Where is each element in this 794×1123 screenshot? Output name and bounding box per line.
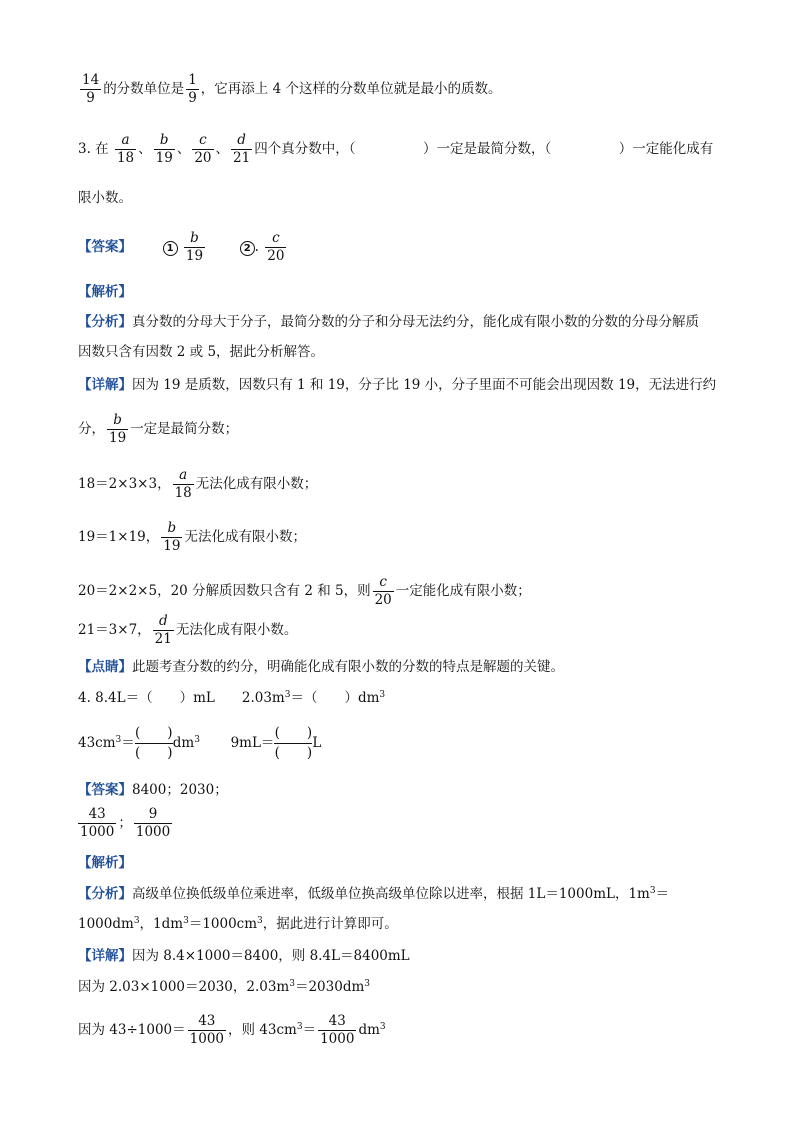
- xiangjie-4-line-1: 【详解】因为 8.4×1000＝8400，则 8.4L＝8400mL: [78, 948, 410, 964]
- xiangjie-3-line-2: 分， $\frac{b}{19}$ 一定是最简分数；: [78, 412, 239, 446]
- question-3-line-2: 限小数。: [78, 190, 132, 206]
- circled-number-2: 2: [240, 241, 255, 256]
- fenxi-4-line-1: 【分析】高级单位换低级单位乘进率，低级单位换高级单位除以进率，根据 1L＝1000mL，$1m^3=$: [78, 886, 670, 902]
- xiangjie-4-line-2: 因为 2.03×1000＝2030，$2.03m^3=2030dm^3$: [78, 979, 371, 995]
- answer-4-line-2: $\frac{43}{1000}$ ； $\frac{9}{1000}$: [80, 806, 171, 840]
- answer-4-line-1: 【答案】8400；2030；: [78, 782, 228, 798]
- question-3-text: 四个真分数中，（ ）一定是最简分数，（ ）一定能化成有: [254, 141, 714, 157]
- answer-fraction-b-19: $\frac{b}{19}$: [185, 230, 204, 264]
- xiangjie-3-line-6: 21＝3×7， $\frac{d}{21}$ 无法化成有限小数。: [78, 613, 298, 647]
- blank-fraction-1[interactable]: ( ) ( ): [135, 725, 173, 761]
- question-3: 3. 在 $\frac{a}{18}$ 、 $\frac{b}{19}$ 、 $\frac{c}{20}$ 、 $\frac{d}{21}$ 四个真分数中，（ ）一定是最简分数，（ ）一定能化成有: [78, 132, 714, 166]
- fenxi-3-line-1: 【分析】真分数的分母大于分子，最简分数的分子和分母无法约分，能化成有限小数的分数的分母分解质: [78, 314, 699, 330]
- fraction-d-21: $\frac{d}{21}$: [233, 132, 251, 166]
- question-4-line-1: 4. 8.4L＝（ ）mL $2.03m^3=$（ ）$dm^3$: [78, 690, 386, 706]
- fraction-14-9: $\frac{14}{9}$: [82, 72, 100, 106]
- analysis-label-3: 【解析】: [78, 284, 132, 300]
- intro-line: [78, 72, 501, 107]
- intro-text-2: ，它再添上 4 个这样的分数单位就是最小的质数。: [200, 81, 502, 97]
- dianjing-3: 【点睛】此题考查分数的约分，明确能化成有限小数的分数的特点是解题的关键。: [78, 659, 564, 675]
- xiangjie-3-line-4: 19＝1×19， $\frac{b}{19}$ 无法化成有限小数；: [78, 520, 306, 554]
- xiangjie-3-line-3: 18＝2×3×3， $\frac{a}{18}$ 无法化成有限小数；: [78, 467, 318, 501]
- fraction-a-18: $\frac{a}{18}$: [116, 132, 135, 166]
- answer-3: 【答案】 1 $\frac{b}{19}$ 2 . $\frac{c}{20}$: [78, 230, 285, 264]
- fenxi-4-line-2: $1000dm^3$，$1dm^3=1000cm^3$，据此进行计算即可。: [78, 916, 398, 932]
- fraction-c-20: $\frac{c}{20}$: [194, 132, 212, 166]
- analysis-label-4: 【解析】: [78, 855, 132, 871]
- fraction-b-19: $\frac{b}{19}$: [155, 132, 173, 166]
- fenxi-3-line-2: 因数只含有因数 2 或 5，据此分析解答。: [78, 344, 325, 360]
- xiangjie-3-line-1: 【详解】因为 19 是质数，因数只有 1 和 19，分子比 19 小，分子里面不可能会出现因数 19，无法进行约: [78, 377, 717, 393]
- fraction-1-9: $\frac{1}{9}$: [188, 72, 197, 106]
- xiangjie-3-line-5: 20＝2×2×5，20 分解质因数只含有 2 和 5，则 $\frac{c}{20}$ 一定能化成有限小数；: [78, 574, 531, 608]
- blank-fraction-2[interactable]: ( ) ( ): [274, 725, 313, 761]
- answer-label: 【答案】: [78, 239, 132, 255]
- answer-fraction-c-20: $\frac{c}{20}$: [267, 230, 285, 264]
- intro-text-1: 的分数单位是: [103, 81, 185, 97]
- xiangjie-4-line-3: 因为 43÷1000＝ $\frac{43}{1000}$ ，则 $43cm^3=$ $\frac{43}{1000}$ $dm^3$: [78, 1013, 386, 1047]
- question-4-line-2: $43cm^3=$ ( ) ( ) $dm^3$ 9mL＝ ( ) ( ) L: [78, 725, 322, 761]
- circled-number-1: 1: [163, 241, 178, 256]
